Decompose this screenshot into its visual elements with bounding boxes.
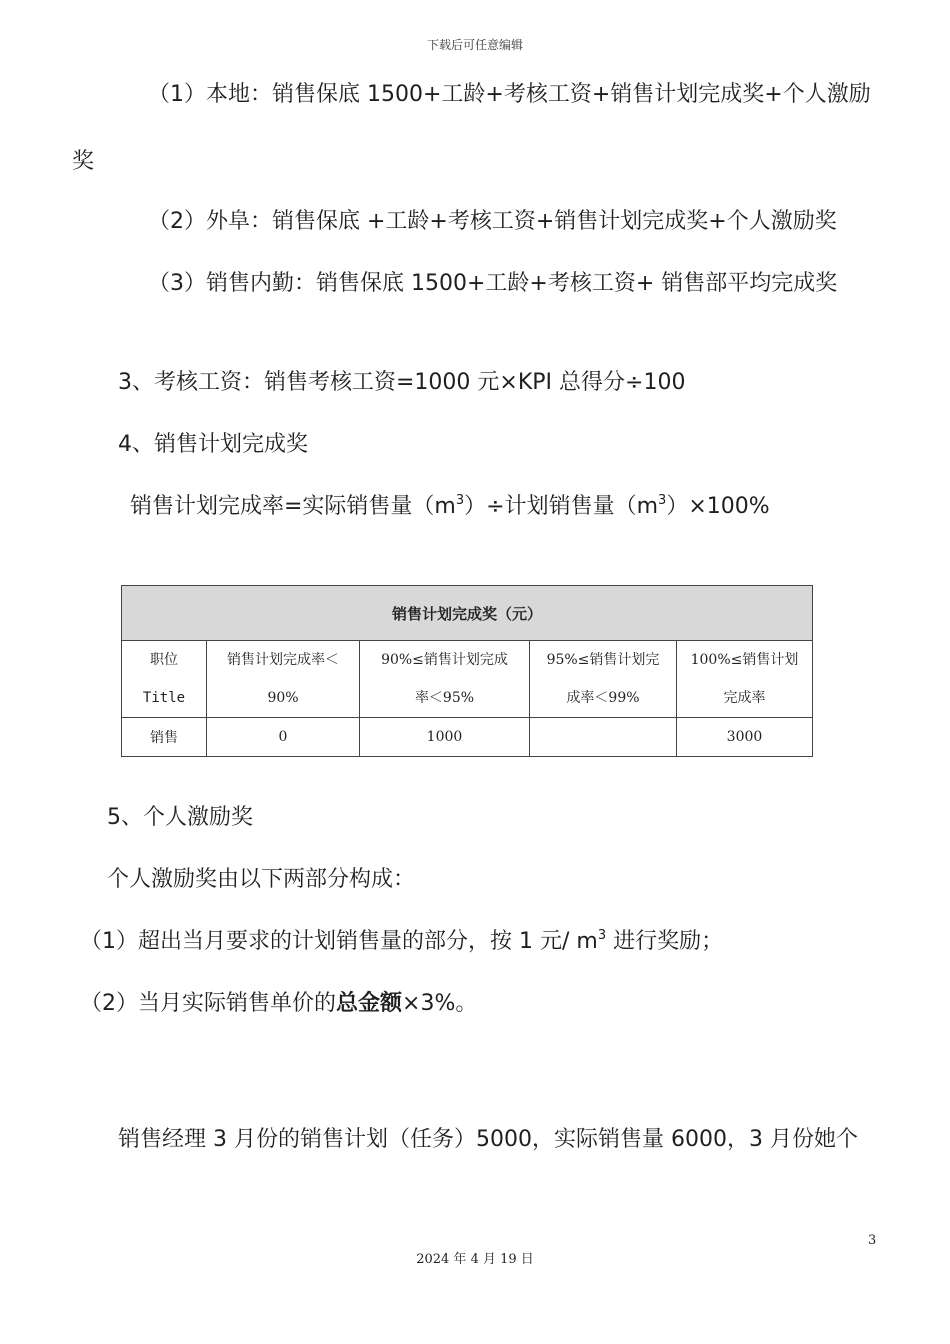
formula-part-1: 销售计划完成率=实际销售量（m	[130, 494, 456, 519]
incentive-part-1-end: 进行奖励；	[606, 929, 724, 954]
formula-part-2: ）÷计划销售量（m	[464, 494, 659, 519]
incentive-part-2-end: ×3%。	[402, 991, 478, 1016]
table-header-position	[122, 641, 207, 718]
header-label: 100%≤销售计划	[690, 652, 799, 668]
incentive-part-1	[80, 927, 723, 957]
page-header: 下载后可任意编辑	[426, 38, 523, 52]
formula-part-3: ）×100%	[666, 494, 770, 519]
table-cell: 0	[207, 718, 360, 757]
header-label: 销售计划完成率＜	[227, 652, 339, 668]
header-label: 职位	[150, 652, 178, 668]
table-row-label: 销售	[122, 718, 207, 757]
header-label: 率＜95%	[414, 690, 475, 706]
item-outside: （2）外阜：销售保底 +工龄+考核工资+销售计划完成奖+个人激励奖	[148, 209, 837, 234]
header-label: 完成率	[723, 690, 766, 706]
header-label: 90%≤销售计划完成	[381, 652, 508, 668]
table-header-below-90	[207, 641, 360, 718]
table-cell: 1000	[360, 718, 530, 757]
superscript-3: 3	[658, 493, 667, 508]
header-label: 成率＜99%	[566, 690, 640, 706]
table-cell	[530, 718, 677, 757]
section-5-heading: 5、个人激励奖	[107, 805, 253, 830]
bold-total-amount: 总金额	[336, 991, 403, 1016]
table-header-95-99	[530, 641, 677, 718]
table-cell: 3000	[677, 718, 813, 757]
footer-date: 2024 年 4 月 19 日	[416, 1252, 534, 1267]
header-label: Title	[142, 690, 186, 706]
table-header-100	[677, 641, 813, 718]
section-3-assessment-wage: 3、考核工资：销售考核工资=1000 元×KPI 总得分÷100	[118, 370, 686, 395]
incentive-part-1-text: （1）超出当月要求的计划销售量的部分，按 1 元/ m	[80, 929, 598, 954]
page-number: 3	[868, 1233, 877, 1248]
item-local: （1）本地：销售保底 1500+工龄+考核工资+销售计划完成奖+个人激励	[148, 82, 871, 107]
table-header-90-95	[360, 641, 530, 718]
item-local-cont: 奖	[72, 149, 95, 174]
superscript-3: 3	[597, 928, 607, 943]
example-paragraph: 销售经理 3 月份的销售计划（任务）5000，实际销售量 6000，3 月份她个	[118, 1127, 858, 1152]
incentive-part-2	[80, 989, 477, 1019]
completion-bonus-table	[121, 585, 813, 757]
superscript-3: 3	[455, 493, 465, 508]
header-label: 90%	[267, 690, 299, 706]
item-internal: （3）销售内勤：销售保底 1500+工龄+考核工资+ 销售部平均完成奖	[148, 271, 838, 296]
header-label: 95%≤销售计划完	[546, 652, 660, 668]
incentive-part-2-text: （2）当月实际销售单价的	[80, 991, 336, 1016]
completion-rate-formula	[130, 492, 770, 522]
incentive-intro: 个人激励奖由以下两部分构成：	[107, 867, 416, 892]
table-title: 销售计划完成奖（元）	[122, 586, 813, 641]
section-4-heading: 4、销售计划完成奖	[118, 432, 308, 457]
